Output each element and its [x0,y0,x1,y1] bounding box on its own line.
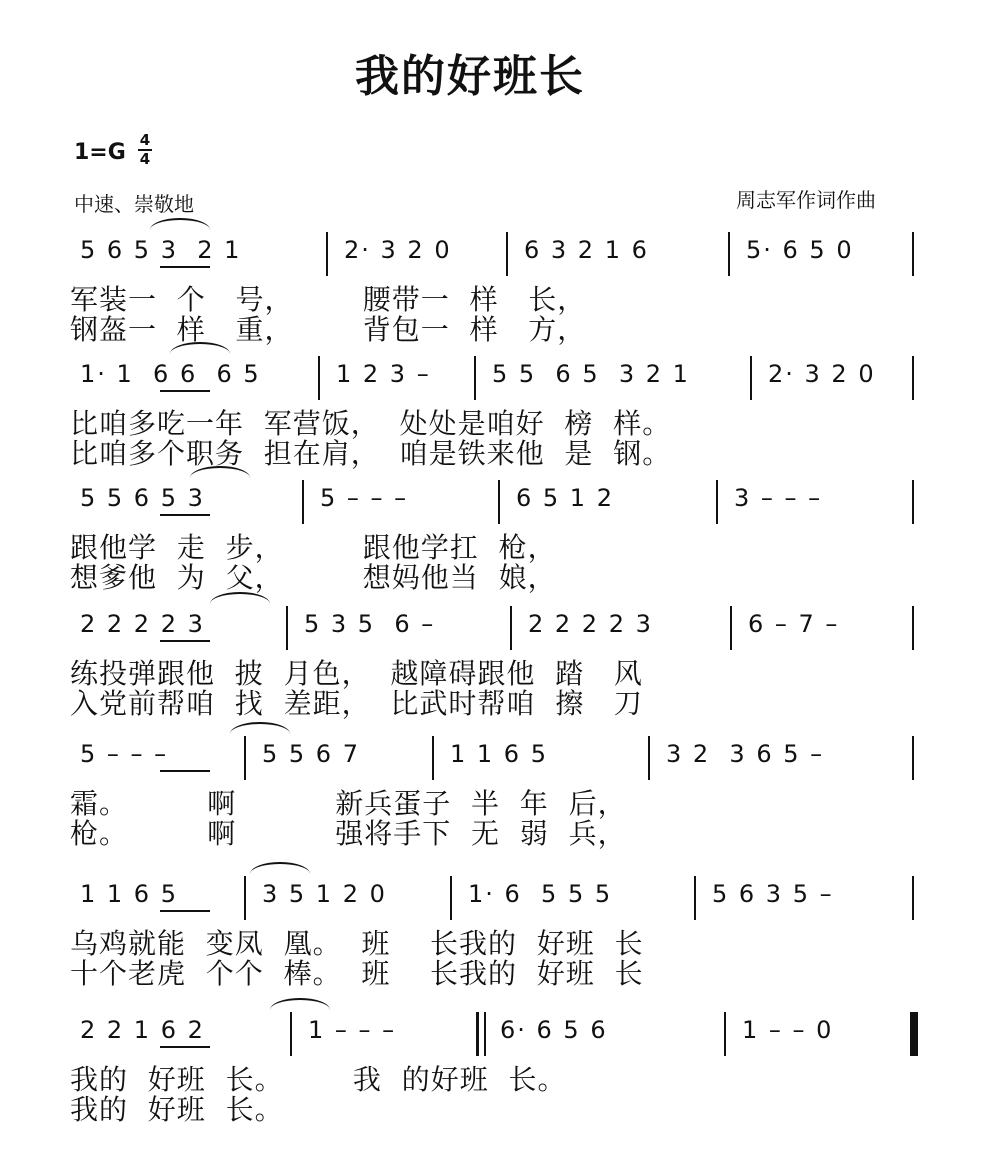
lyrics-verse-1: 乌鸡就能 变凤 凰。 班 长我的 好班 长 [70,927,644,960]
barline [912,876,914,920]
barline [716,480,718,524]
lyrics-verse-2: 我的 好班 长。 [70,1093,284,1126]
measure: 5 6 5 3 2 1 [80,236,242,264]
repeat-barline [476,1012,486,1056]
barline [912,480,914,524]
measure: 2· 3 2 0 [768,360,876,388]
barline [498,480,500,524]
measure: 3 2 3 6 5 – [666,740,825,768]
barline [648,736,650,780]
measure: 5 – – – [80,740,169,768]
staff-system [0,876,981,1016]
barline [724,1012,726,1056]
barline [450,876,452,920]
lyrics-verse-2: 钢盔一 样 重， 背包一 样 方， [70,313,587,346]
barline [290,1012,292,1056]
measure: 5· 6 5 0 [746,236,854,264]
barline [244,876,246,920]
barline [510,606,512,650]
slur [150,218,210,230]
beam-underline [160,514,210,516]
beam-underline [160,640,210,642]
measure: 6· 6 5 6 [500,1016,608,1044]
time-signature [136,132,154,168]
measure: 5 5 6 5 3 [80,484,205,512]
measure: 6 5 1 2 [516,484,614,512]
barline [302,480,304,524]
staff-system [0,736,981,876]
beam-underline [160,266,210,268]
beam-underline [160,1046,210,1048]
meter-denominator: 4 [139,150,151,168]
final-barline [910,1012,918,1056]
beam-underline [160,910,210,912]
lyrics-verse-1: 霜。 啊 新兵蛋子 半 年 后， [70,787,627,820]
lyrics-verse-1: 比咱多吃一年 军营饭， 处处是咱好 榜 样。 [70,407,672,440]
barline [728,232,730,276]
measure: 2 2 1 6 2 [80,1016,205,1044]
barline [912,736,914,780]
lyrics-verse-1: 军装一 个 号， 腰带一 样 长， [70,283,587,316]
barline [912,606,914,650]
barline [912,232,914,276]
measure: 1· 6 5 5 5 [468,880,613,908]
barline [694,876,696,920]
measure: 6 3 2 1 6 [524,236,649,264]
barline [286,606,288,650]
lyrics-verse-1: 练投弹跟他 披 月色， 越障碍跟他 踏 风 [70,657,643,690]
measure: 3 – – – [734,484,823,512]
measure: 2 2 2 2 3 [528,610,653,638]
staff-system [0,1012,981,1152]
measure: 5 5 6 7 [262,740,360,768]
measure: 1 2 3 – [336,360,431,388]
beam-underline [160,390,210,392]
staff-system [0,232,981,372]
measure: 5 6 3 5 – [712,880,834,908]
measure: 1 1 6 5 [80,880,178,908]
barline [730,606,732,650]
measure: 5 5 6 5 3 2 1 [492,360,690,388]
barline [244,736,246,780]
key-signature: 1=G [74,140,126,165]
tempo-marking: 中速、崇敬地 [74,192,194,216]
barline [912,356,914,400]
lyrics-verse-2: 枪。 啊 强将手下 无 弱 兵， [70,817,627,850]
lyrics-verse-1: 我的 好班 长。 我 的好班 长。 [70,1063,567,1096]
barline [506,232,508,276]
measure: 1 – – – [308,1016,397,1044]
barline [318,356,320,400]
barline [432,736,434,780]
measure: 1· 1 6 6 6 5 [80,360,261,388]
lyrics-verse-2: 十个老虎 个个 棒。 班 长我的 好班 长 [70,957,644,990]
composer-credit: 周志军作词作曲 [736,188,876,212]
barline [474,356,476,400]
lyrics-verse-2: 入党前帮咱 找 差距， 比武时帮咱 擦 刀 [70,687,643,720]
staff-system [0,480,981,620]
measure: 5 – – – [320,484,409,512]
measure: 5 3 5 6 – [304,610,436,638]
measure: 2 2 2 2 3 [80,610,205,638]
lyrics-verse-2: 想爹他 为 父， 想妈他当 娘， [70,561,557,594]
barline [750,356,752,400]
beam-underline [160,770,210,772]
staff-system [0,606,981,746]
measure: 2· 3 2 0 [344,236,452,264]
staff-system [0,356,981,496]
measure: 1 – – 0 [742,1016,834,1044]
measure: 6 – 7 – [748,610,840,638]
song-title: 我的好班长 [355,51,585,102]
measure: 3 5 1 2 0 [262,880,387,908]
lyrics-verse-1: 跟他学 走 步， 跟他学扛 枪， [70,531,557,564]
meter-numerator: 4 [139,131,151,149]
barline [326,232,328,276]
measure: 1 1 6 5 [450,740,548,768]
lyrics-verse-2: 比咱多个职务 担在肩， 咱是铁来他 是 钢。 [70,437,672,470]
